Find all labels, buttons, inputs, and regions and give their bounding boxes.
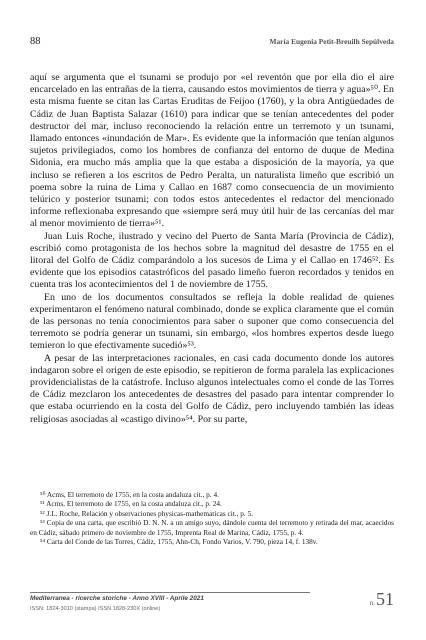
- journal-line: Mediterranea - ricerche storiche - Anno XVIII - Aprile 2021: [30, 595, 204, 602]
- running-head: María Eugenia Petit-Breuilh Sepúlveda: [269, 37, 394, 46]
- footnote: ⁵⁴ Carta del Conde de las Torres, Cádiz, 1755, Ahn-Ch, Fondo Varios, V. 790, pieza 14, f. 138v.: [40, 537, 318, 547]
- footnote: ⁵⁰ Acms, El terremoto de 1755, en la costa andaluza cit., p. 4.: [40, 490, 219, 499]
- paragraph: aquí se argumenta que el tsunami se produjo por «el reventón que por ella dio el aire encarcelado en las entrañas de la tierra, causando estos movimientos de tierra y agua»⁵⁰. En esta misma fuente se citan las Cartas Eruditas de Feijoo (1760), y la obra Antigüedades de Cádiz de Juan Baptista Salazar (1610) para indicar que se tenían antecedentes del poder destructor del mar, incluso reconociendo la relación entre un terremoto y un tsunami, llamado entonces «inundación de Mar». Es evidente que la información que tenían algunos sujetos privilegiados, como los hombres de confianza del entorno de duque de Medina Sidonia, era mucho más amplia que la que estaba a disposición de la mayoría, ya que incluso se refieren a los escritos de Pedro Peralta, un naturalista limeño que escribió un poema sobre la ruina de Lima y Callao en 1687 como consecuencia de un movimiento telúrico y posterior tsunami; con todos estos antecedentes el redactor del mencionado informe reflexionaba expresando que «siempre será muy útil huir de las cercanías del mar al menor movimiento de tierra»⁵¹.: [30, 72, 394, 230]
- paragraph: En uno de los documentos consultados se refleja la doble realidad de quienes experimentaron el fenómeno natural combinado, donde se explica claramente que el común de las personas no tenía conocimientos para saber o suponer que como consecuencia del terremoto se podría generar un tsunami, sin embargo, «los hombres expertos desde luego temieron lo que efectivamente sucedió»⁵³.: [30, 291, 394, 352]
- body-text: [30, 72, 394, 426]
- paragraph: Juan Luis Roche, ilustrado y vecino del Puerto de Santa María (Provincia de Cádiz), escribió como protagonista de los hechos sobre la magnitud del desastre de 1755 en el litoral del Golfo de Cádiz comparándolo a los sucesos de Lima y el Callao en 1746⁵². Es evidente que los episodios catastróficos del pasado limeño fueron recordados y tenidos en cuenta tras los acontecimientos del 1 de noviembre de 1755.: [30, 230, 394, 291]
- page-header: [30, 36, 394, 50]
- paragraph: A pesar de las interpretaciones racionales, en casi cada documento donde los autores indagaron sobre el origen de este episodio, se repitieron de forma paralela las explicaciones providencialistas de la catástrofe. Incluso algunos intelectuales como el conde de las Torres de Cádiz mezclaron los antecedentes de desastres del pasado para intentar comprender lo que estaba ocurriendo en la costa del Golfo de Cádiz, pero incluyendo también las ideas religiosas asociadas al «castigo divino»⁵⁴. Por su parte,: [30, 352, 394, 425]
- footnotes: [30, 490, 394, 546]
- page-number: 88: [30, 36, 41, 47]
- footnote: ⁵¹ Acms, El terremoto de 1755, en la costa andaluza cit., p. 24.: [40, 499, 222, 509]
- footnote: ⁵³ Copia de una carta, que escribió D. N. N. a un amigo suyo, dándole cuenta del terremoto y retirada del mar, acaecidos en Cádiz, sábado primero de noviembre de 1755, Imprenta Real de Marina, Cádiz, 1755, p. 4.: [30, 518, 394, 537]
- footer-rule: [30, 592, 310, 593]
- footer-page-number: [370, 589, 394, 610]
- footer-page-value: 51: [376, 589, 394, 609]
- issn-line: ISSN: 1824-3010 (stampa) ISSN 1828-230X (online): [30, 606, 161, 612]
- page-prefix: n.: [369, 599, 375, 607]
- footnote: ⁵² J.L. Roche, Relación y observaciones physicas-mathematicas cit., p. 5.: [40, 508, 254, 518]
